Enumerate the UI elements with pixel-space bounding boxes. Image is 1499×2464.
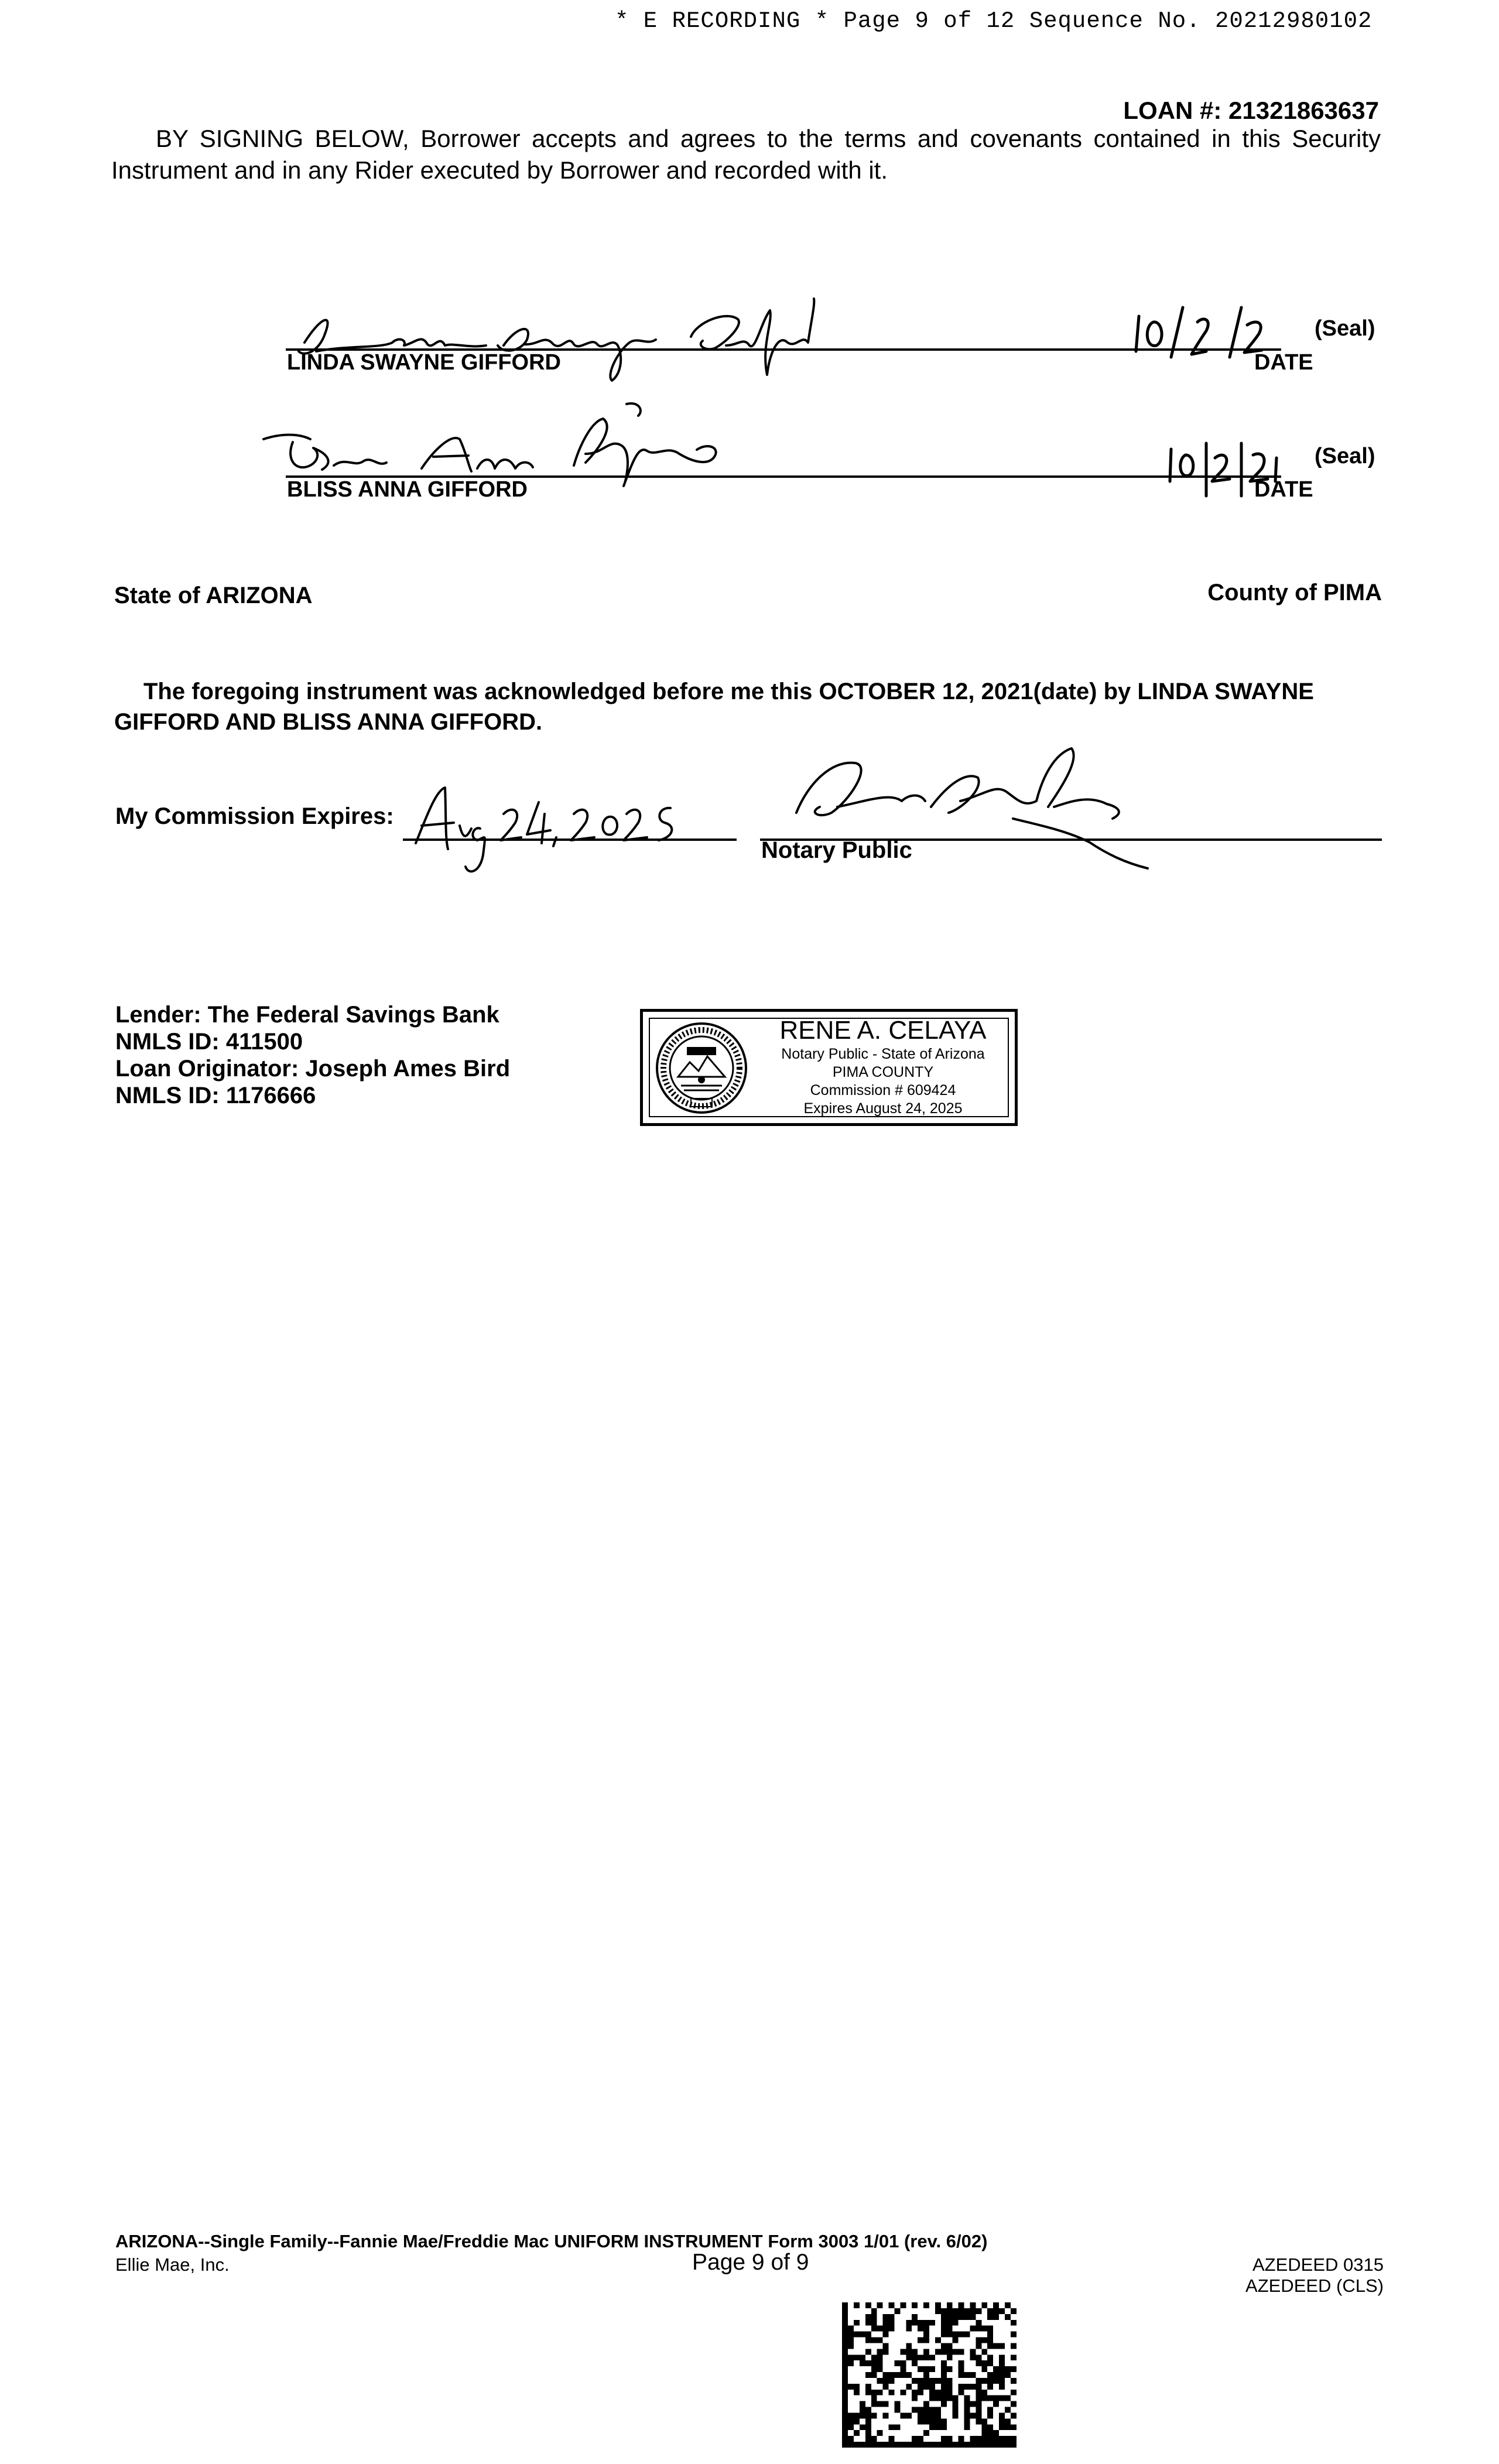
arizona-state-seal-icon [655, 1021, 748, 1115]
lender-block [115, 1001, 510, 1109]
2d-barcode-icon [842, 2302, 1017, 2448]
commission-expires-label: My Commission Expires: [115, 803, 394, 829]
notary-stamp-name: RENE A. CELAYA [779, 1016, 987, 1045]
seal-label-2: (Seal) [1315, 444, 1375, 468]
notary-stamp-expires: Expires August 24, 2025 [803, 1100, 963, 1117]
county-label: County of PIMA [1207, 580, 1382, 605]
notary-public-label: Notary Public [761, 837, 912, 863]
footer-form-line: ARIZONA--Single Family--Fannie Mae/Freddie Mac UNIFORM INSTRUMENT Form 3003 1/01 (rev. 6/02) [115, 2231, 988, 2251]
loan-number [1123, 97, 1379, 125]
handwritten-date-1 [1130, 304, 1282, 357]
originator-nmls: NMLS ID: 1176666 [115, 1083, 316, 1108]
notary-stamp [640, 1009, 1018, 1126]
signer-name-2: BLISS ANNA GIFFORD [287, 477, 528, 502]
loan-number-label: LOAN #: [1123, 97, 1222, 124]
footer-vendor: Ellie Mae, Inc. [115, 2254, 230, 2275]
notary-stamp-title: Notary Public - State of Arizona [781, 1046, 985, 1062]
footer-form-code-cls: AZEDEED (CLS) [1245, 2275, 1384, 2296]
seal-label-1: (Seal) [1315, 316, 1375, 341]
notary-stamp-county: PIMA COUNTY [832, 1064, 934, 1080]
state-label: State of ARIZONA [114, 583, 313, 608]
loan-number-value: 21321863637 [1228, 97, 1379, 124]
signer-name-1: LINDA SWAYNE GIFFORD [287, 350, 561, 375]
lender-nmls: NMLS ID: 411500 [115, 1029, 303, 1055]
lender-name: Lender: The Federal Savings Bank [115, 1002, 499, 1028]
recording-header: * E RECORDING * Page 9 of 12 Sequence No. 20212980102 [615, 8, 1373, 34]
notary-stamp-commission: Commission # 609424 [810, 1082, 956, 1098]
date-label-2: DATE [1254, 477, 1313, 502]
commission-expires-handwritten [404, 779, 679, 878]
signing-paragraph: BY SIGNING BELOW, Borrower accepts and agrees to the terms and covenants contained in this Security Instrument and in any Rider executed by Borrower and recorded with it. [111, 125, 1381, 184]
acknowledgment-paragraph: The foregoing instrument was acknowledged before me this OCTOBER 12, 2021(date) by LINDA SWAYNE GIFFORD AND BLISS ANNA GIFFORD. [114, 679, 1314, 735]
footer-form-code: AZEDEED 0315 [1252, 2254, 1384, 2275]
notary-stamp-text [760, 1018, 1006, 1116]
date-label-1: DATE [1254, 350, 1313, 375]
footer-page-number: Page 9 of 9 [692, 2250, 809, 2275]
loan-originator: Loan Originator: Joseph Ames Bird [115, 1056, 511, 1082]
